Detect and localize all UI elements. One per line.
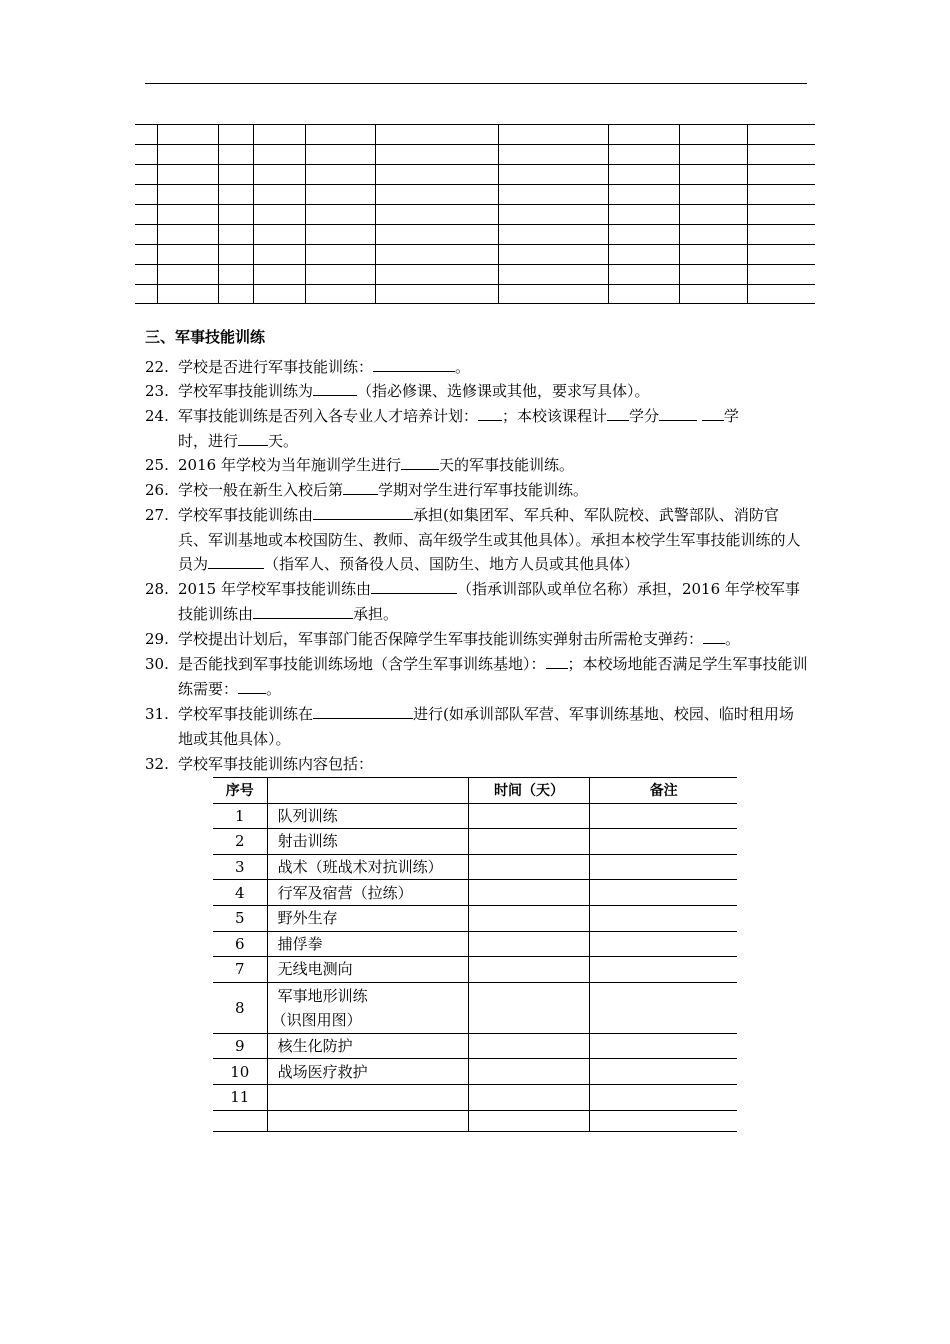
answer-blank[interactable]	[238, 678, 266, 694]
row-no: 3	[213, 854, 267, 880]
answer-blank[interactable]	[702, 405, 724, 421]
row-no: 4	[213, 880, 267, 906]
answer-blank[interactable]	[659, 405, 697, 421]
answer-blank[interactable]	[313, 504, 413, 520]
row-item: 野外生存	[267, 905, 468, 931]
row-item[interactable]	[267, 1110, 468, 1131]
answer-blank[interactable]	[371, 578, 457, 594]
question-25: 25. 2016 年学校为当年施训学生进行 天的军事技能训练。	[145, 456, 574, 474]
row-no: 10	[213, 1059, 267, 1085]
header-rule	[145, 83, 807, 84]
answer-blank[interactable]	[343, 479, 378, 495]
remarks-cell[interactable]	[590, 1110, 737, 1131]
row-item: 军事地形训练	[277, 986, 368, 1005]
days-cell[interactable]	[468, 803, 590, 829]
row-item: 射击训练	[267, 829, 468, 855]
row-no: 8	[213, 982, 267, 1033]
answer-blank[interactable]	[546, 653, 568, 669]
question-30: 30. 是否能找到军事技能训练场地（含学生军事训练基地）： ；本校场地能否满足学生军事技能训练需要： 。	[145, 655, 808, 698]
table-row	[213, 1033, 737, 1059]
answer-blank[interactable]	[703, 628, 725, 644]
table-row	[213, 1084, 737, 1110]
days-cell[interactable]	[468, 905, 590, 931]
row-no: 5	[213, 905, 267, 931]
table-row	[213, 880, 737, 906]
remarks-cell[interactable]	[590, 803, 737, 829]
header-remarks: 备注	[590, 778, 737, 804]
question-26: 26. 学校一般在新生入校后第 学期对学生进行军事技能训练。	[145, 481, 589, 499]
header-days: 时间（天）	[468, 778, 590, 804]
remarks-cell[interactable]	[590, 957, 737, 983]
training-content-table	[213, 777, 737, 1132]
question-28: 28. 2015 年学校军事技能训练由 （指承训部队或单位名称）承担，2016 年学校军事技能训练由 承担。	[145, 580, 800, 623]
remarks-cell[interactable]	[590, 829, 737, 855]
answer-blank[interactable]	[313, 703, 413, 719]
question-23: 23. 学校军事技能训练为 （指必修课、选修课或其他，要求写具体）。	[145, 382, 650, 400]
question-24: 24. 军事技能训练是否列入各专业人才培养计划： ；本校该课程计 学分 学时，进行 天。	[145, 407, 739, 450]
days-cell[interactable]	[468, 931, 590, 957]
question-29: 29. 学校提出计划后，军事部门能否保障学生军事技能训练实弹射击所需枪支弹药： 。	[145, 630, 741, 648]
row-no: 9	[213, 1033, 267, 1059]
row-item: 战场医疗救护	[267, 1059, 468, 1085]
table-row	[213, 957, 737, 983]
days-cell[interactable]	[468, 1033, 590, 1059]
days-cell[interactable]	[468, 880, 590, 906]
section-title: 三、军事技能训练	[145, 328, 266, 346]
days-cell[interactable]	[468, 1084, 590, 1110]
table-row	[213, 1059, 737, 1085]
remarks-cell[interactable]	[590, 1084, 737, 1110]
answer-blank[interactable]	[401, 454, 439, 470]
days-cell[interactable]	[468, 1110, 590, 1131]
row-item: 战术（班战术对抗训练）	[267, 854, 468, 880]
row-no: 2	[213, 829, 267, 855]
answer-blank[interactable]	[238, 430, 268, 446]
table-row	[213, 982, 737, 1033]
header-no: 序号	[213, 778, 267, 804]
remarks-cell[interactable]	[590, 982, 737, 1033]
table-row	[213, 905, 737, 931]
row-item-sub: （识图用图）	[271, 1010, 362, 1029]
table-row	[213, 803, 737, 829]
table-row	[213, 829, 737, 855]
table-row	[213, 931, 737, 957]
remarks-cell[interactable]	[590, 880, 737, 906]
question-31: 31. 学校军事技能训练在 进行(如承训部队军营、军事训练基地、校园、临时租用场地或其他具体）。	[145, 705, 794, 748]
remarks-cell[interactable]	[590, 1033, 737, 1059]
row-no: 11	[213, 1084, 267, 1110]
remarks-cell[interactable]	[590, 931, 737, 957]
row-no: 1	[213, 803, 267, 829]
row-no: 6	[213, 931, 267, 957]
remarks-cell[interactable]	[590, 854, 737, 880]
answer-blank[interactable]	[373, 356, 455, 372]
answer-blank[interactable]	[253, 603, 353, 619]
row-item: 捕俘拳	[267, 931, 468, 957]
days-cell[interactable]	[468, 957, 590, 983]
table-header-row	[213, 778, 737, 804]
days-cell[interactable]	[468, 829, 590, 855]
row-no	[213, 1110, 267, 1131]
row-item: 核生化防护	[267, 1033, 468, 1059]
row-item[interactable]	[267, 1084, 468, 1110]
table-row	[213, 1110, 737, 1131]
answer-blank[interactable]	[607, 405, 629, 421]
question-27: 27. 学校军事技能训练由 承担(如集团军、军兵种、军队院校、武警部队、消防官兵、军训基地或本校国防生、教师、高年级学生或其他具体）。承担本校学生军事技能训练的人员为 （指军人、预备役人员、国防生、地方人员或其他具体）	[145, 506, 801, 573]
row-item-multiline	[267, 982, 468, 1033]
table-row	[213, 854, 737, 880]
row-no: 7	[213, 957, 267, 983]
answer-blank[interactable]	[208, 553, 264, 569]
answer-blank[interactable]	[313, 380, 357, 396]
remarks-cell[interactable]	[590, 1059, 737, 1085]
row-item: 行军及宿营（拉练）	[267, 880, 468, 906]
row-item: 无线电测向	[267, 957, 468, 983]
question-22: 22. 学校是否进行军事技能训练： 。	[145, 358, 471, 376]
remarks-cell[interactable]	[590, 905, 737, 931]
header-item	[267, 778, 468, 804]
answer-blank[interactable]	[478, 405, 502, 421]
question-32: 32. 学校军事技能训练内容包括：	[145, 755, 374, 773]
blank-grid-table	[135, 124, 815, 304]
days-cell[interactable]	[468, 1059, 590, 1085]
days-cell[interactable]	[468, 982, 590, 1033]
row-item: 队列训练	[267, 803, 468, 829]
days-cell[interactable]	[468, 854, 590, 880]
